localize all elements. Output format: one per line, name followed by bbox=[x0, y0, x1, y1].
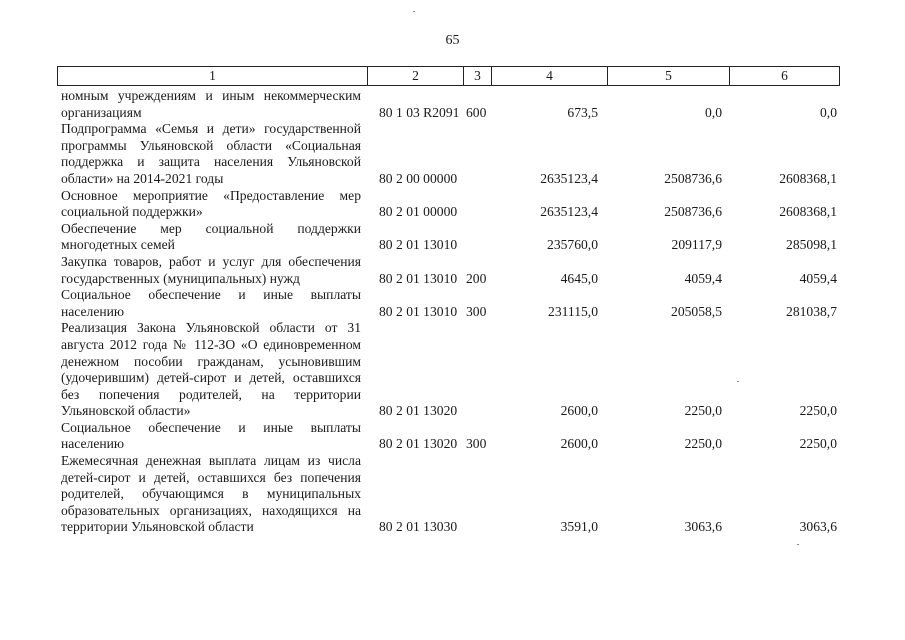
row-expense-type: 300 bbox=[466, 436, 487, 452]
column-header-4: 4 bbox=[492, 67, 608, 86]
row-value-6: 2608368,1 bbox=[779, 170, 837, 186]
row-value-4: 673,5 bbox=[567, 104, 598, 120]
row-code: 80 2 01 13030 bbox=[379, 519, 458, 535]
row-value-6: 281038,7 bbox=[786, 303, 837, 319]
column-header-3: 3 bbox=[464, 67, 492, 86]
row-code: 80 2 00 00000 bbox=[379, 170, 458, 186]
page-number: 65 bbox=[445, 33, 460, 48]
row-name: Реализация Закона Ульяновской области от 31 августа 2012 года № 112-ЗО «О единовременном денежном пособии гражданам, усыновившим (удочерившим) детей-сирот и детей, оставшихся без попечения родителей, на территории Ульяновской области» bbox=[61, 320, 361, 419]
table-row bbox=[57, 88, 839, 121]
row-value-5: 2250,0 bbox=[684, 436, 722, 452]
table-row bbox=[57, 121, 839, 187]
row-value-5: 205058,5 bbox=[671, 303, 722, 319]
row-value-5: 4059,4 bbox=[684, 270, 722, 286]
scan-speck bbox=[797, 544, 799, 545]
row-value-5: 0,0 bbox=[705, 104, 722, 120]
table-row bbox=[57, 287, 839, 320]
row-name: Социальное обеспечение и иные выплаты населению bbox=[61, 419, 361, 452]
table-row bbox=[57, 254, 839, 287]
row-value-6: 2608368,1 bbox=[779, 204, 837, 220]
scan-speck bbox=[413, 11, 415, 12]
table-row bbox=[57, 453, 839, 536]
row-name: Подпрограмма «Семья и дети» государственной программы Ульяновской области «Социальная поддержка и защита населения Ульяновской области» на 2014-2021 годы bbox=[61, 121, 361, 186]
column-header-6: 6 bbox=[730, 67, 840, 86]
row-value-6: 285098,1 bbox=[786, 237, 837, 253]
row-value-5: 209117,9 bbox=[671, 237, 722, 253]
column-header-1: 1 bbox=[58, 67, 368, 86]
table-header bbox=[57, 66, 840, 86]
table-row bbox=[57, 188, 839, 221]
row-code: 80 2 01 13010 bbox=[379, 270, 458, 286]
row-name: Социальное обеспечение и иные выплаты населению bbox=[61, 287, 361, 319]
row-expense-type: 200 bbox=[466, 270, 487, 286]
table-row bbox=[57, 221, 839, 254]
row-value-4: 235760,0 bbox=[547, 237, 598, 253]
row-value-6: 0,0 bbox=[820, 104, 837, 120]
row-expense-type bbox=[463, 221, 491, 254]
row-value-5: 2508736,6 bbox=[664, 204, 722, 220]
row-code: 80 2 01 13010 bbox=[379, 237, 458, 253]
column-header-5: 5 bbox=[608, 67, 730, 86]
row-value-4: 2600,0 bbox=[560, 436, 598, 452]
row-value-5: 2508736,6 bbox=[664, 170, 722, 186]
row-code: 80 1 03 R2091 bbox=[379, 104, 460, 120]
row-name: Ежемесячная денежная выплата лицам из числа детей-сирот и детей, оставшихся без попечения родителей, обучающимся в муниципальных образовательных организациях, находящихся на территории Ульяновской области bbox=[61, 453, 361, 535]
row-value-4: 3591,0 bbox=[560, 519, 598, 535]
table-row bbox=[57, 320, 839, 420]
row-expense-type bbox=[463, 320, 491, 420]
row-value-5: 2250,0 bbox=[684, 403, 722, 419]
row-value-4: 4645,0 bbox=[560, 270, 598, 286]
row-value-6: 2250,0 bbox=[799, 436, 837, 452]
row-value-4: 2635123,4 bbox=[540, 204, 598, 220]
row-value-5: 3063,6 bbox=[684, 519, 722, 535]
row-name: Обеспечение мер социальной поддержки многодетных семей bbox=[61, 220, 361, 253]
column-number-row bbox=[58, 67, 840, 86]
row-name: номным учреждениям и иным некоммерческим организациям bbox=[61, 88, 361, 120]
row-name: Закупка товаров, работ и услуг для обеспечения государственных (муниципальных) нужд bbox=[61, 253, 361, 286]
budget-table bbox=[57, 88, 839, 536]
row-code: 80 2 01 00000 bbox=[379, 204, 458, 220]
row-value-6: 3063,6 bbox=[799, 519, 837, 535]
row-expense-type bbox=[463, 188, 491, 221]
row-value-6: 4059,4 bbox=[799, 270, 837, 286]
row-code: 80 2 01 13020 bbox=[379, 436, 458, 452]
column-header-2: 2 bbox=[368, 67, 464, 86]
row-expense-type: 600 bbox=[466, 104, 487, 120]
row-expense-type bbox=[463, 453, 491, 536]
row-code: 80 2 01 13010 bbox=[379, 303, 458, 319]
row-name: Основное мероприятие «Предоставление мер социальной поддержки» bbox=[61, 187, 361, 220]
row-code: 80 2 01 13020 bbox=[379, 403, 458, 419]
row-value-4: 231115,0 bbox=[548, 303, 598, 319]
scan-speck bbox=[737, 381, 739, 382]
table-row bbox=[57, 420, 839, 453]
row-value-4: 2600,0 bbox=[560, 403, 598, 419]
row-value-4: 2635123,4 bbox=[540, 170, 598, 186]
row-expense-type: 300 bbox=[466, 303, 487, 319]
row-value-6: 2250,0 bbox=[799, 403, 837, 419]
row-expense-type bbox=[463, 121, 491, 187]
